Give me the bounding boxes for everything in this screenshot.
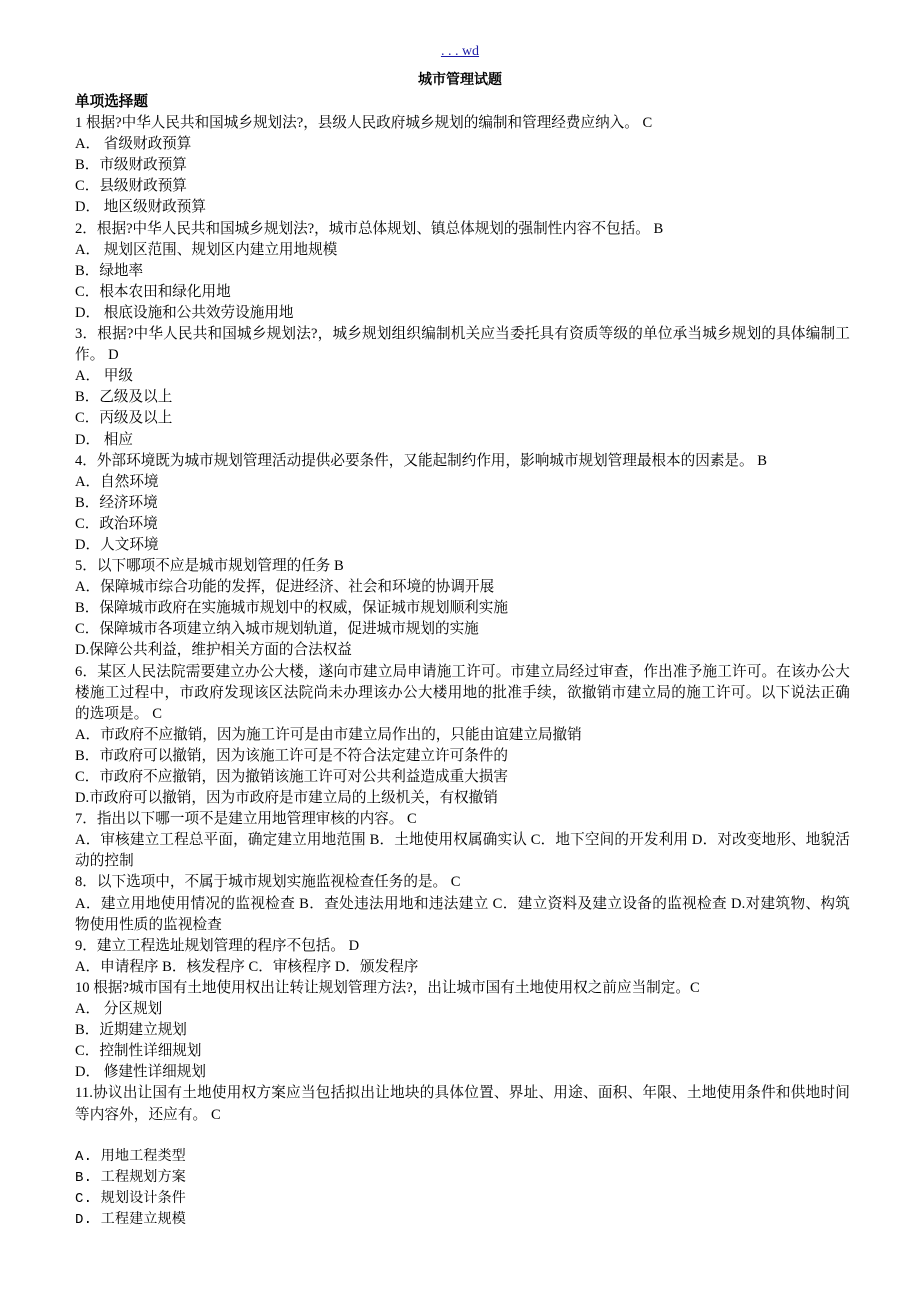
- option-1b: B．市级财政预算: [75, 157, 187, 174]
- options-8: A．建立用地使用情况的监视检查 B．查处违法用地和违法建立 C．建立资料及建立设备的监视检查 D.对建筑物、构筑物使用性质的监视检查: [75, 895, 850, 933]
- option-5c: C．保障城市各项建立纳入城市规划轨道，促进城市规划的实施: [75, 621, 479, 638]
- option-11b: B. 工程规划方案: [75, 1169, 187, 1186]
- option-6b: B．市政府可以撤销，因为该施工许可是不符合法定建立许可条件的: [75, 747, 508, 764]
- question-5: 5．以下哪项不应是城市规划管理的任务 B: [75, 558, 344, 575]
- option-2b: B．绿地率: [75, 262, 144, 279]
- option-4c: C．政治环境: [75, 515, 158, 532]
- header-mark-text[interactable]: . . . wd: [440, 44, 480, 59]
- section-heading: 单项选择题: [75, 94, 148, 110]
- options-7: A．审核建立工程总平面，确定建立用地范围 B．土地使用权属确实认 C．地下空间的开发利用 D．对改变地形、地貌活动的控制: [75, 832, 850, 870]
- option-1c: C．县级财政预算: [75, 178, 187, 195]
- question-10: 10 根据?城市国有土地使用权出让转让规划管理方法?，出让城市国有土地使用权之前应当制定。C: [75, 979, 700, 996]
- option-5b: B．保障城市政府在实施城市规划中的权威，保证城市规划顺利实施: [75, 600, 508, 617]
- header-mark: [0, 44, 920, 60]
- option-4a: A．自然环境: [75, 473, 159, 490]
- option-10a: A． 分区规划: [75, 1001, 163, 1018]
- option-10c: C．控制性详细规划: [75, 1043, 202, 1060]
- question-8: 8．以下选项中，不属于城市规划实施监视检查任务的是。 C: [75, 874, 461, 891]
- option-6c: C．市政府不应撤销，因为撤销该施工许可对公共利益造成重大损害: [75, 769, 508, 785]
- option-10b: B．近期建立规划: [75, 1022, 187, 1039]
- question-7: 7．指出以下哪一项不是建立用地管理审核的内容。 C: [75, 811, 417, 828]
- option-2d: D． 根底设施和公共效劳设施用地: [75, 304, 294, 321]
- question-1: 1 根据?中华人民共和国城乡规划法?，县级人民政府城乡规划的编制和管理经费应纳入。 C: [75, 115, 653, 132]
- question-6: 6．某区人民法院需要建立办公大楼，遂向市建立局申请施工许可。市建立局经过审查，作出准予施工许可。在该办公大楼施工过程中，市政府发现该区法院尚未办理该办公大楼用地的批准手续，欲撤销市建立局的施工许可。以下说法正确的选项是。 C: [75, 663, 850, 722]
- option-11a: A. 用地工程类型: [75, 1148, 187, 1165]
- option-5d: D.保障公共利益，维护相关方面的合法权益: [75, 642, 352, 659]
- option-11c: C. 规划设计条件: [75, 1190, 187, 1207]
- question-11-options: [75, 1147, 850, 1231]
- option-3a: A． 甲级: [75, 368, 133, 385]
- option-4b: B．经济环境: [75, 494, 158, 511]
- option-3b: B．乙级及以上: [75, 389, 173, 406]
- question-2: 2．根据?中华人民共和国城乡规划法?，城市总体规划、镇总体规划的强制性内容不包括。 B: [75, 220, 664, 237]
- option-2a: A． 规划区范围、规划区内建立用地规模: [75, 241, 338, 258]
- document-body: [75, 92, 850, 1231]
- question-4: 4．外部环境既为城市规划管理活动提供必要条件，又能起制约作用，影响城市规划管理最根本的因素是。 B: [75, 452, 767, 469]
- option-10d: D． 修建性详细规划: [75, 1064, 206, 1081]
- question-9: 9．建立工程选址规划管理的程序不包括。 D: [75, 937, 360, 954]
- options-9: A．申请程序 B．核发程序 C．审核程序 D．颁发程序: [75, 958, 419, 975]
- option-5a: A．保障城市综合功能的发挥，促进经济、社会和环境的协调开展: [75, 579, 495, 596]
- question-3: 3．根据?中华人民共和国城乡规划法?，城乡规划组织编制机关应当委托具有资质等级的单位承当城乡规划的具体编制工作。 D: [75, 326, 850, 364]
- option-6d: D.市政府可以撤销，因为市政府是市建立局的上级机关，有权撤销: [75, 790, 498, 807]
- option-11d: D. 工程建立规模: [75, 1211, 187, 1228]
- option-1d: D． 地区级财政预算: [75, 199, 206, 216]
- option-1a: A． 省级财政预算: [75, 136, 192, 153]
- question-11: 11.协议出让国有土地使用权方案应当包括拟出让地块的具体位置、界址、用途、面积、年限、土地使用条件和供地时间等内容外，还应有。 C: [75, 1085, 850, 1123]
- document-title: 城市管理试题: [418, 73, 502, 88]
- option-3c: C．丙级及以上: [75, 410, 173, 427]
- blank-line: [75, 1126, 850, 1147]
- option-6a: A．市政府不应撤销，因为施工许可是由市建立局作出的，只能由谊建立局撤销: [75, 726, 582, 743]
- option-3d: D． 相应: [75, 431, 133, 448]
- option-4d: D．人文环境: [75, 536, 159, 553]
- option-2c: C．根本农田和绿化用地: [75, 283, 231, 300]
